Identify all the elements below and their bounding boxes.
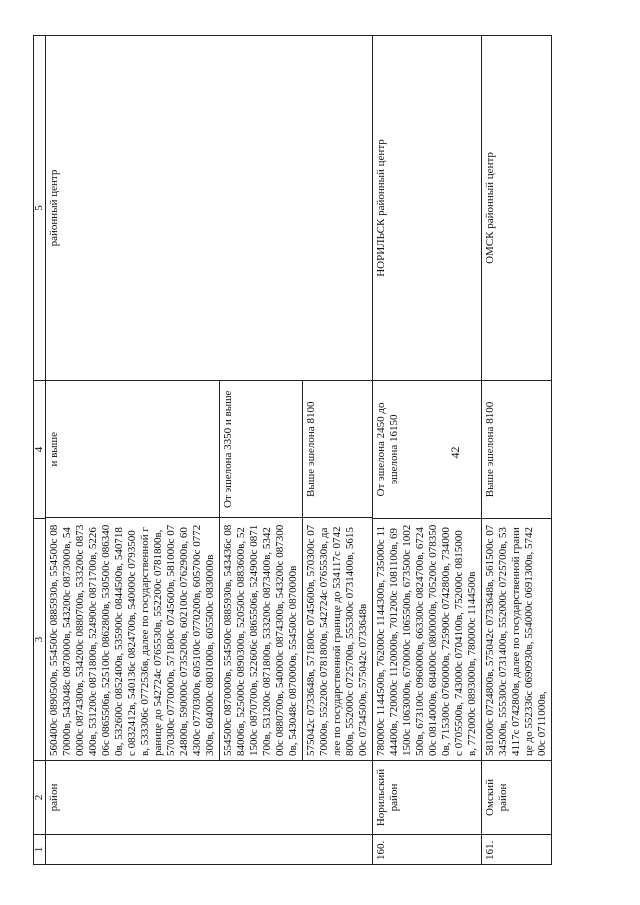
table-row: [46, 36, 373, 865]
header-col-2: 2: [34, 761, 46, 835]
zone-levels: Выше эшелона 8100: [482, 381, 552, 519]
zone-list: [46, 381, 373, 761]
district-center: ОМСК районный центр: [482, 36, 552, 381]
row-number: 161.: [482, 835, 552, 865]
zone-row: [220, 381, 303, 760]
zone-row: [46, 381, 220, 760]
zone-levels: Выше эшелона 8100: [303, 381, 373, 518]
airspace-table: [33, 35, 552, 865]
row-number: 160.: [373, 835, 482, 865]
header-col-1: 1: [34, 835, 46, 865]
zone-row: [303, 381, 373, 760]
district-name: Норильский район: [373, 761, 482, 835]
zone-coordinates: 560400с 0890500в, 554500с 0885930в, 554500с 0870000в, 543048с 0870000в, 543200с 0873000в, 540000с 0874300в, 534200с 0880700в, 533200с 0873400в, 531200с 0871800в, 524900с 0871700в, 522606с 0865506в, 525100с 0862800в, 530500с 0863400в, 532600с 0852400в, 535900с 0844500в, 540718с 0832412в, 540136с 0824700в, 540000с 0793500в, 533306с 0772536в, далее по государственной границе до 542724с 0765530в, 552200с 0781800в, 570300с 0770000в, 571800с 0745600в, 581000с 0724800в, 590000с 0735200в, 602100с 0762900в, 604300с 0770300в, 605100с 0770200в, 605700с 0772300в, 604000с 0801000в, 605500с 0830000в: [46, 518, 220, 760]
zone-coordinates: 554500с 0870000в, 554500с 0885930в, 543436с 0884006в, 525000с 0890300в, 520500с 0883600в, 521500с 0870700в, 522606с 0865506в, 524900с 0871700в, 531200с 0871800в, 533200с 0873400в, 534200с 0880700в, 540000с 0874300в, 543200с 0873000в, 543048с 0870000в, 554500с 0870000в: [220, 518, 303, 760]
header-col-5: 5: [34, 36, 46, 381]
zone-coordinates: 581000с 0724800в, 575042с 0733648в, 561500с 0734500в, 555300с 0731400в, 552000с 0725700в, 534117с 0742800в, далее по государственной границе до 552336с 0690930в, 554000с 0691300в, 574200с 0711000в,: [482, 519, 552, 761]
district-name: район: [46, 761, 373, 835]
zone-coordinates: 575042с 0733648в, 571800с 0745600в, 570300с 0770000в, 552200с 0781800в, 542724с 0765530в, далее по государственной границе до 534117с 0742800в, 552000с 0725700в, 555300с 0731400в, 561500с 0734500в, 575042с 0733648в: [303, 518, 373, 760]
district-center: НОРИЛЬСК районный центр: [373, 36, 482, 381]
zone-levels: От эшелона 3350 и выше: [220, 381, 303, 518]
table-row: [373, 36, 482, 865]
district-name: Омский район: [482, 761, 552, 835]
header-col-3: 3: [34, 519, 46, 761]
district-center: районный центр: [46, 36, 373, 381]
zone-coordinates: 780000с 1144500в, 762000с 1144300в, 735000с 1144400в, 720000с 1120000в, 701200с 1081100в, 691500с 1063000в, 670000с 1065500в, 673500с 1002500в, 673100с 0960000в, 663300с 0824700в, 672400с 0814000в, 684000с 0800000в, 705200с 0783500в, 715300с 0760000в, 725900с 0742800в, 734000с 0705500в, 743000с 0704100в, 752000с 0815000в, 772000с 0893000в, 780000с 1144500в: [373, 519, 482, 761]
table-row: [482, 36, 552, 865]
row-number: [46, 835, 373, 865]
zone-levels: От эшелона 2450 до эшелона 16150: [373, 381, 482, 519]
header-row: [34, 36, 46, 865]
zone-levels: и выше: [48, 431, 60, 467]
header-col-4: 4: [34, 381, 46, 519]
page-number: 42: [448, 446, 462, 459]
